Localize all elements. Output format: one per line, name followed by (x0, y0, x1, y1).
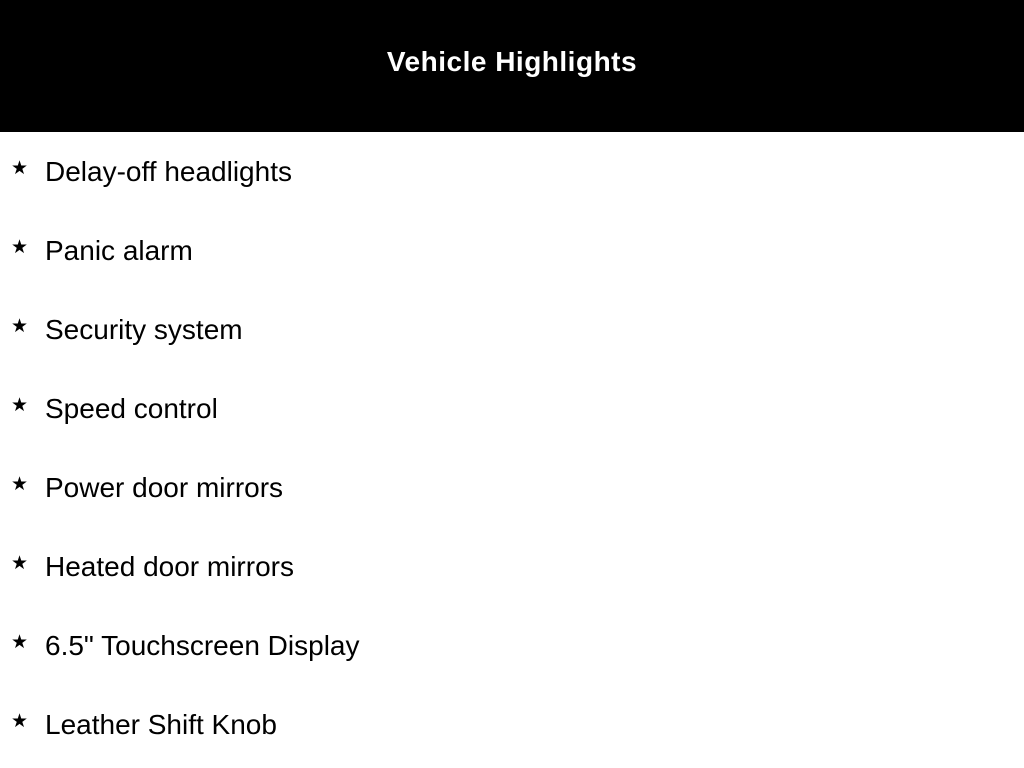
star-icon: ★ (11, 315, 29, 337)
highlight-label: Power door mirrors (45, 472, 284, 503)
star-icon: ★ (11, 631, 29, 653)
star-icon: ★ (11, 473, 29, 495)
highlight-label: 6.5" Touchscreen Display (45, 630, 360, 661)
star-icon: ★ (11, 552, 29, 574)
star-icon: ★ (11, 710, 29, 732)
highlight-label: Heated door mirrors (45, 551, 294, 582)
header-bar (0, 0, 1024, 132)
highlight-label: Speed control (45, 393, 218, 424)
highlight-label: Leather Shift Knob (45, 709, 277, 740)
star-icon: ★ (11, 236, 29, 258)
highlight-label: Security system (45, 314, 243, 345)
highlight-label: Panic alarm (45, 235, 193, 266)
page-title: Vehicle Highlights (386, 46, 638, 77)
highlight-label: Delay-off headlights (45, 156, 292, 187)
star-icon: ★ (11, 157, 29, 179)
star-icon: ★ (11, 394, 29, 416)
